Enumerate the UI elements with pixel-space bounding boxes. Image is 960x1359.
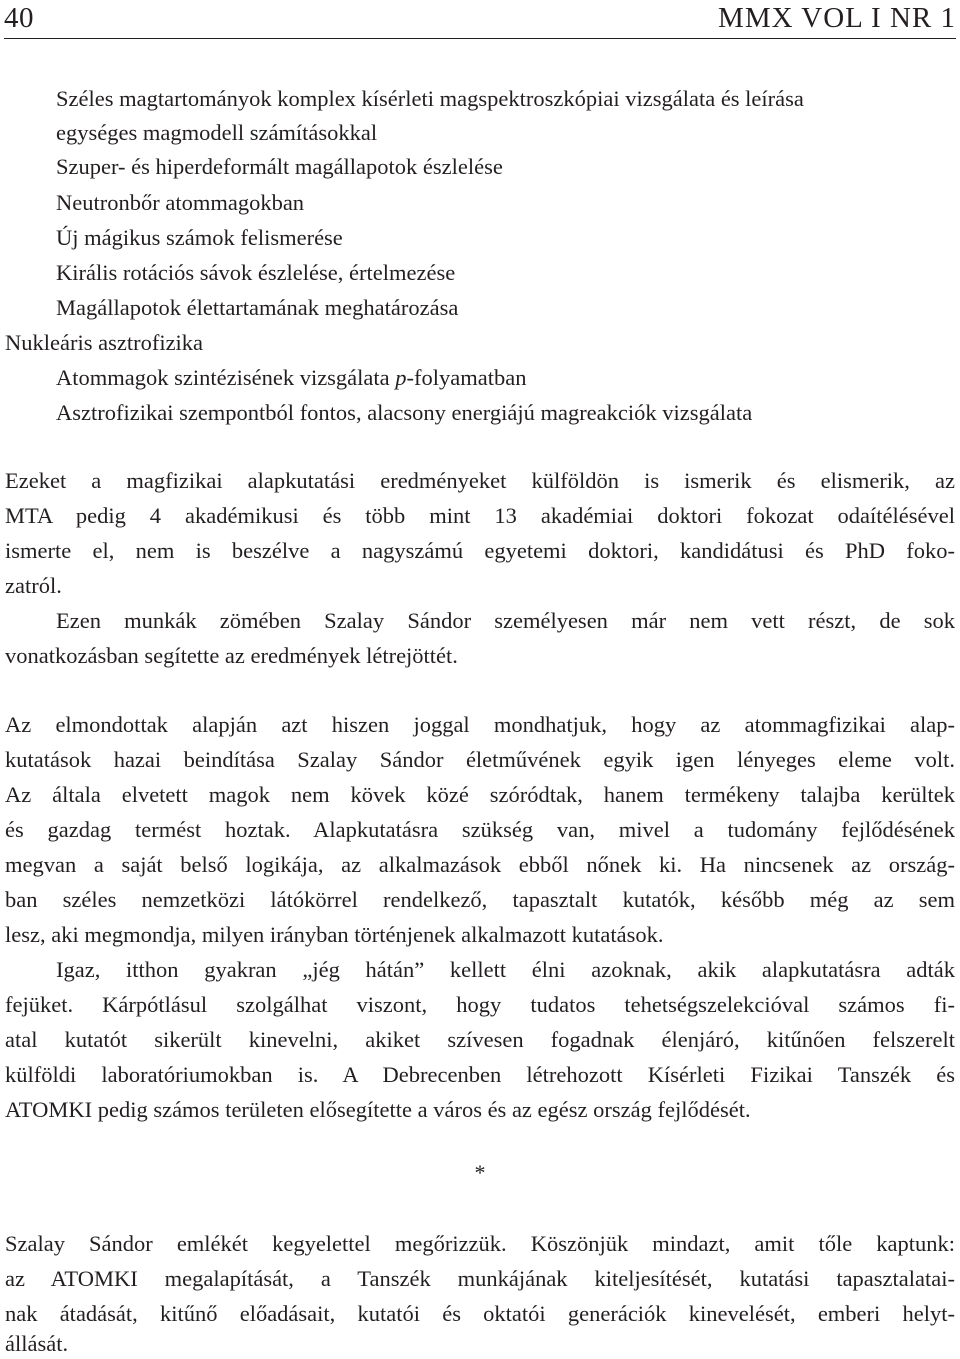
header-rule [4, 38, 956, 39]
section-separator: * [474, 1160, 486, 1185]
paragraph-line: lesz, aki megmondja, milyen irányban történjenek alkalmazott kutatások. [5, 922, 664, 947]
running-head [4, 2, 956, 36]
paragraph-line: Ezen munkák zömében Szalay Sándor személyesen már nem vett részt, de sok [56, 608, 955, 633]
list-item: Asztrofizikai szempontból fontos, alacsony energiájú magreakciók vizsgálata [56, 400, 753, 425]
paragraph-line: vonatkozásban segítette az eredmények létrejöttét. [5, 643, 458, 668]
paragraph-line: külföldi laboratóriumokban is. A Debrecenben létrehozott Kísérleti Fizikai Tanszék és [5, 1062, 955, 1087]
list-item: Neutronbőr atommagokban [56, 190, 305, 215]
paragraph-line: Az általa elvetett magok nem kövek közé szóródtak, hanem termékeny talajba kerültek [5, 782, 955, 807]
paragraph-line: az ATOMKI megalapítását, a Tanszék munkájának kiteljesítését, kutatási tapasztalatai- [5, 1266, 955, 1291]
page-number: 40 [4, 2, 34, 34]
paragraph-line: Szalay Sándor emlékét kegyelettel megőrizzük. Köszönjük mindazt, amit tőle kaptunk: [5, 1231, 955, 1256]
list-item: Magállapotok élettartamának meghatározása [56, 295, 459, 320]
paragraph-line: Ezeket a magfizikai alapkutatási eredményeket külföldön is ismerik és elismerik, az [5, 468, 955, 493]
paragraph-line: Igaz, itthon gyakran „jég hátán” kellett élni azoknak, akik alapkutatásra adták [56, 957, 955, 982]
list-item: Szuper- és hiperdeformált magállapotok észlelése [56, 154, 503, 179]
paragraph-line: megvan a saját belső logikája, az alkalmazások ebből nőnek ki. Ha nincsenek az ország- [5, 852, 955, 877]
list-item: Királis rotációs sávok észlelése, értelmezése [56, 260, 456, 285]
paragraph-line: ATOMKI pedig számos területen elősegítette a város és az egész ország fejlődését. [5, 1097, 751, 1122]
list-item: Széles magtartományok komplex kísérleti magspektroszkópiai vizsgálata és leírása [56, 86, 804, 111]
list-item: egységes magmodell számításokkal [56, 120, 378, 145]
paragraph-line: nak átadását, kitűnő előadásait, kutatói és oktatói generációk kinevelését, emberi helyt- [5, 1301, 955, 1326]
paragraph-line: zatról. [5, 573, 62, 598]
paragraph-line: ismerte el, nem is beszélve a nagyszámú egyetemi doktori, kandidátusi és PhD foko- [5, 538, 955, 563]
paragraph-line: MTA pedig 4 akadémikusi és több mint 13 akadémiai doktori fokozat odaítélésével [5, 503, 955, 528]
paragraph-line: atal kutatót sikerült kinevelni, akiket szívesen fogadnak élenjáró, kitűnően felszerelt [5, 1027, 955, 1052]
paragraph-line: Az elmondottak alapján azt hiszen joggal mondhatjuk, hogy az atommagfizikai alap- [5, 712, 955, 737]
paragraph-line: és gazdag termést hoztak. Alapkutatásra szükség van, mivel a tudomány fejlődésének [5, 817, 955, 842]
journal-title: MMX VOL I NR 1 [718, 2, 956, 34]
list-item: Atommagok szintézisének vizsgálata p-folyamatban [56, 365, 527, 390]
paragraph-line: kutatások hazai beindítása Szalay Sándor életművének egyik igen lényeges eleme volt. [5, 747, 955, 772]
list-section-heading: Nukleáris asztrofizika [5, 330, 204, 355]
paragraph-line: fejüket. Kárpótlásul szolgálhat viszont, hogy tudatos tehetségszelekcióval számos fi- [5, 992, 955, 1017]
list-item: Új mágikus számok felismerése [56, 225, 343, 250]
paragraph-line: állását. [5, 1331, 69, 1356]
paragraph-line: ban széles nemzetközi látókörrel rendelkező, tapasztalt kutatók, később még az sem [5, 887, 955, 912]
